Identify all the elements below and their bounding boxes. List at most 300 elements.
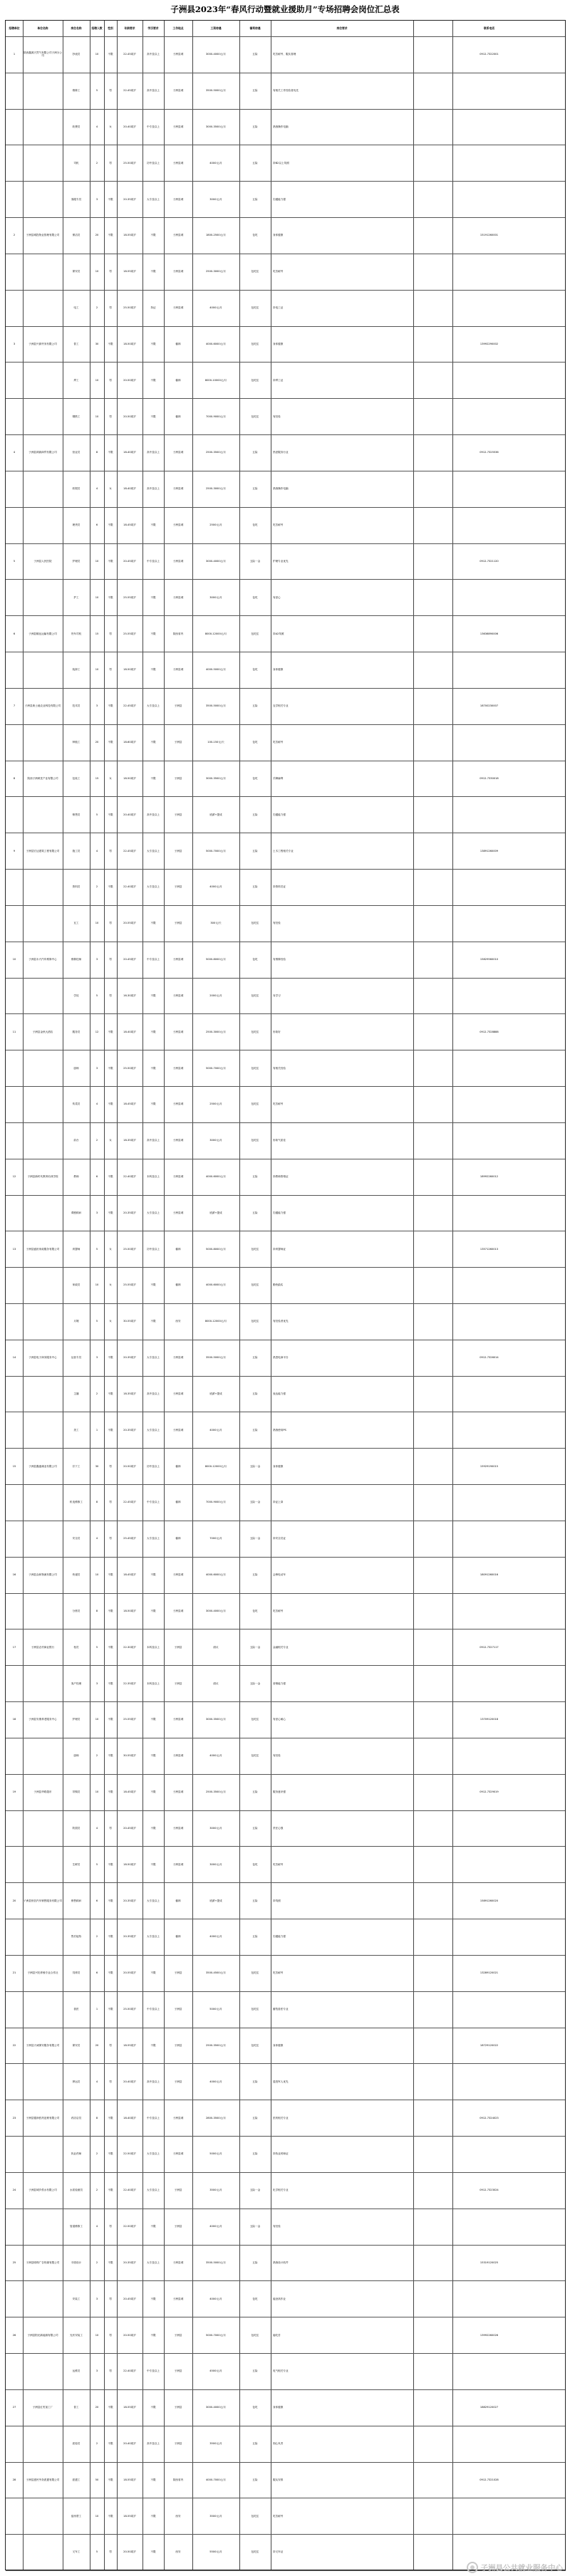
table-cell-no: 1 (13, 53, 16, 56)
table-cell-place: 子洲县城 (172, 306, 184, 310)
table-cell-welfare: 五险 (252, 53, 258, 56)
table-cell-company: 子洲县鸿源商贸有限公司 (28, 451, 57, 454)
table-cell-salary: 8000-10000元/月 (204, 378, 227, 382)
table-cell-welfare: 包吃住 (251, 1320, 259, 1323)
table-cell-req: 熟练操作电脑 (273, 125, 289, 128)
table-cell-req: 金融相关专业 (273, 1645, 289, 1649)
table-cell-req: 身体健康 (273, 234, 284, 237)
table-cell-phone (413, 1267, 565, 1303)
table-cell-count: 6 (95, 1174, 98, 1178)
table-cell-no (6, 978, 23, 1014)
table-cell-age: 20-35周岁 (123, 197, 136, 201)
table-cell-no: 18 (12, 1718, 16, 1721)
table-cell-no (6, 181, 23, 217)
table-cell-count: 10 (95, 668, 99, 672)
table-cell-company (23, 181, 63, 217)
table-cell-phone (413, 1050, 565, 1086)
table-cell-phone (413, 2426, 565, 2462)
table-cell-place: 榆林 (175, 1899, 181, 1902)
table-cell-welfare: 包吃住 (251, 1718, 259, 1721)
table-cell-job: 技术员 (72, 704, 81, 708)
table-cell-welfare: 五险 (252, 1174, 258, 1178)
table-cell-sex: 不限 (108, 2441, 113, 2445)
table-cell-count: 3 (95, 2369, 98, 2373)
table-cell-welfare: 包吃住 (251, 1971, 259, 1975)
table-cell-req: 能登高作业 (273, 2297, 286, 2300)
table-cell-count: 3 (95, 958, 98, 961)
table-cell-age: 18-55周岁 (123, 234, 136, 237)
table-cell-place: 榆林 (175, 1935, 181, 1939)
table-cell-sex: 女 (109, 1139, 112, 1142)
table-cell-sex: 男 (109, 2333, 112, 2337)
table-cell-age: 25-50周岁 (123, 306, 136, 310)
table-cell-job: 分拣员 (72, 1609, 81, 1612)
table-cell-age: 30-55周岁 (123, 1320, 136, 1323)
table-cell-salary: 2500-3000元/月 (206, 1030, 226, 1033)
table-cell-no: 16 (12, 1573, 16, 1577)
table-cell-phone: 0912-7323024 (480, 2189, 499, 2192)
table-cell-no (6, 1195, 23, 1231)
table-cell-welfare: 五险 (252, 2369, 258, 2373)
table-cell-age: 18-55周岁 (123, 2514, 136, 2518)
table-cell-job: 保洁员 (72, 234, 81, 237)
table-cell-age: 22-45周岁 (123, 704, 136, 708)
table-cell-req: 吃苦耐劳 (273, 1862, 284, 1866)
table-cell-place: 子洲县城 (172, 53, 184, 56)
table-cell-company: 子洲县安康养老服务中心 (28, 1718, 57, 1721)
table-cell-welfare: 包吃住 (251, 2514, 259, 2518)
table-cell-edu: 初中及以上 (147, 161, 160, 165)
table-cell-salary: 底薪+提成 (209, 1899, 222, 1902)
table-cell-edu: 本科及以上 (147, 1681, 160, 1685)
table-cell-age: 18-60周岁 (123, 741, 136, 744)
table-cell-salary: 8000-12000元/月 (204, 632, 227, 635)
table-cell-job: 安全员 (72, 1537, 81, 1540)
table-cell-req: 有爱心 (273, 595, 281, 599)
table-cell-edu: 持证 (150, 306, 156, 310)
table-cell-phone (413, 1376, 565, 1412)
table-cell-no (6, 2353, 23, 2389)
table-cell-count: 4 (95, 849, 98, 852)
table-cell-welfare: 五险 (252, 2152, 258, 2156)
table-cell-place: 陕西省内 (172, 632, 184, 635)
table-cell-salary: 4000元/月 (209, 2297, 222, 2300)
table-cell-count: 6 (95, 523, 98, 527)
table-cell-phone: 13709120018 (480, 1718, 499, 1721)
table-cell-sex: 男 (109, 306, 112, 310)
table-cell-edu: 高中及以上 (147, 2441, 160, 2445)
table-cell-welfare: 五险 (252, 885, 258, 889)
table-cell-job: 快递员 (72, 1573, 81, 1577)
table-cell-count: 2 (95, 2260, 98, 2264)
table-cell-job: 司机 (73, 161, 79, 165)
table-cell-place: 子洲县城 (172, 2297, 184, 2300)
table-cell-req: 身体健康 (273, 2043, 284, 2047)
table-cell-count: 2 (95, 885, 98, 889)
table-cell-place: 西安 (175, 1320, 181, 1323)
table-cell-place: 子洲县 (174, 2080, 182, 2083)
table-cell-age: 20-40周岁 (123, 125, 136, 128)
table-cell-count: 5 (95, 1320, 98, 1323)
table-cell-age: 20-45周岁 (123, 559, 136, 563)
table-cell-count: 4 (95, 487, 98, 491)
table-cell-place: 陕西省内 (172, 2478, 184, 2481)
table-cell-sex: 男 (109, 958, 112, 961)
table-cell-req: 有维修经验 (273, 958, 286, 961)
table-cell-phone: 0912-7330018 (480, 776, 499, 780)
table-cell-edu: 不限 (150, 741, 156, 744)
table-cell-job: 收费员 (72, 125, 81, 128)
table-cell-welfare: 五险一金 (249, 559, 261, 563)
table-cell-place: 子洲县 (174, 1681, 182, 1685)
table-cell-place: 子洲县 (174, 813, 182, 816)
table-cell-edu: 初中及以上 (147, 1464, 160, 1468)
table-cell-welfare: 五险 (252, 2080, 258, 2083)
table-cell-no (6, 1665, 23, 1701)
table-cell-age: 22-40周岁 (123, 2369, 136, 2373)
table-cell-salary: 5000元/月 (209, 2152, 222, 2156)
table-cell-age: 22-40周岁 (123, 885, 136, 889)
table-cell-count: 5 (95, 813, 98, 816)
table-cell-count: 6 (95, 1971, 98, 1975)
table-cell-company (23, 1521, 63, 1557)
table-cell-edu: 不限 (150, 234, 156, 237)
table-cell-sex: 女 (109, 487, 112, 491)
table-cell-age: 20-50周岁 (123, 378, 136, 382)
table-cell-req: 身体健康 (273, 342, 284, 345)
table-cell-age: 18-40周岁 (123, 451, 136, 454)
table-cell-phone (413, 73, 565, 109)
table-cell-no (6, 1521, 23, 1557)
table-cell-sex: 女 (109, 1247, 112, 1251)
table-cell-company (23, 2498, 63, 2534)
table-cell-place: 子洲县 (174, 741, 182, 744)
table-cell-age: 18-45周岁 (123, 1102, 136, 1106)
table-cell-req: 沟通能力强 (273, 1211, 286, 1214)
table-cell-phone: 0912-7322001 (480, 53, 499, 56)
table-cell-welfare: 五险 (252, 487, 258, 491)
table-cell-company (23, 254, 63, 290)
table-cell-edu: 不限 (150, 523, 156, 527)
table-cell-age: 20-35周岁 (123, 1356, 136, 1360)
table-cell-req: 持安全员证 (273, 1537, 286, 1540)
table-cell-no (6, 1267, 23, 1303)
table-cell-company: 子洲县兴旺养殖专业合作社 (27, 1971, 58, 1975)
table-cell-edu: 大专及以上 (147, 849, 160, 852)
table-cell-place: 子洲县 (174, 1645, 182, 1649)
table-cell-edu: 大专及以上 (147, 2260, 160, 2264)
table-cell-no (6, 2280, 23, 2317)
table-cell-phone (413, 2063, 565, 2100)
table-cell-edu: 本科及以上 (147, 1174, 160, 1178)
table-cell-job: 护理员 (72, 1718, 81, 1721)
table-cell-req: 吃苦耐劳 (273, 270, 284, 273)
table-cell-company: 子洲县城投物业管理有限公司 (26, 234, 60, 237)
table-cell-welfare: 包吃 (252, 523, 258, 527)
table-cell-company (23, 1122, 63, 1159)
table-cell-age: 22-50周岁 (123, 2225, 136, 2228)
table-cell-sex: 不限 (108, 53, 113, 56)
table-cell-place: 子洲县城 (172, 1826, 184, 1830)
table-cell-company (23, 145, 63, 181)
table-cell-company: 子洲县恒信汽车销售服务有限公司 (24, 1899, 62, 1902)
table-cell-sex: 不限 (108, 1066, 113, 1070)
table-cell-welfare: 五险一金 (249, 1645, 261, 1649)
table-cell-count: 10 (95, 2333, 99, 2337)
table-cell-welfare: 五险 (252, 1392, 258, 1395)
table-cell-sex: 女 (109, 776, 112, 780)
table-cell-sex: 不限 (108, 2406, 113, 2409)
table-cell-no: 25 (12, 2260, 16, 2264)
table-cell-welfare: 包吃 (252, 776, 258, 780)
table-cell-phone: 18992260012 (480, 1174, 499, 1178)
table-cell-age: 16-30周岁 (123, 994, 136, 997)
table-cell-count: 10 (95, 1790, 99, 1794)
table-cell-no (6, 1919, 23, 1955)
table-cell-company (23, 796, 63, 833)
table-cell-job: 维修技师 (71, 958, 82, 961)
table-cell-phone: 0912-7325536 (480, 451, 499, 454)
table-cell-sex: 不限 (108, 595, 113, 599)
table-cell-welfare: 五险 (252, 813, 258, 816)
table-cell-company (23, 362, 63, 398)
table-cell-job: 钢筋工 (72, 414, 81, 418)
table-cell-salary: 4000元/月 (209, 2080, 222, 2083)
table-cell-company (23, 1412, 63, 1448)
table-cell-edu: 不限 (150, 1066, 156, 1070)
table-cell-place: 子洲县 (174, 776, 182, 780)
table-cell-req: 农学相关专业 (273, 704, 289, 708)
table-cell-age: 20-45周岁 (123, 958, 136, 961)
table-cell-sex: 不限 (108, 1174, 113, 1178)
table-cell-phone (413, 471, 565, 507)
table-cell-edu: 不限 (150, 776, 156, 780)
column-header: 性别 (108, 26, 113, 30)
table-cell-salary: 4000-6000元/月 (206, 342, 226, 345)
table-cell-sex: 不限 (108, 1392, 113, 1395)
table-cell-count: 3 (95, 1211, 98, 1214)
table-cell-phone: 0912-7327117 (480, 1645, 499, 1649)
table-cell-no: 24 (12, 2189, 16, 2192)
table-cell-salary: 7000-9000元/月 (206, 1501, 226, 1504)
table-cell-company: 子洲县农村商业银行 (31, 1645, 55, 1649)
table-cell-sex: 不限 (108, 523, 113, 527)
table-cell-req: 手脚麻利 (273, 776, 284, 780)
table-cell-no (6, 2136, 23, 2172)
table-cell-no (6, 2534, 23, 2570)
table-cell-job: 传菜员 (72, 1102, 81, 1106)
table-cell-edu: 不限 (150, 1862, 156, 1866)
table-cell-no (6, 1050, 23, 1086)
table-cell-company (23, 2280, 63, 2317)
table-cell-welfare: 包吃住 (251, 306, 259, 310)
table-cell-welfare: 包吃 (252, 2406, 258, 2409)
table-cell-salary: 3500元/月 (209, 2441, 222, 2445)
table-cell-no (6, 1738, 23, 1774)
table-cell-welfare: 包吃住 (251, 2008, 259, 2011)
table-cell-count: 4 (95, 1826, 98, 1830)
table-cell-phone (413, 1484, 565, 1521)
table-cell-company: 子洲县红枣加工厂 (32, 2406, 53, 2409)
table-cell-count: 3 (95, 1356, 98, 1360)
table-cell-place: 子洲县城 (172, 523, 184, 527)
table-cell-company (23, 652, 63, 688)
table-cell-req: 有经验 (273, 922, 281, 925)
table-cell-place: 子洲县城 (172, 1862, 184, 1866)
table-cell-job: 理货员 (72, 523, 81, 527)
table-cell-place: 榆林 (175, 1464, 181, 1468)
table-cell-age: 20-55周岁 (123, 922, 136, 925)
table-cell-count: 3 (95, 704, 98, 708)
table-cell-salary: 面议 (213, 1645, 219, 1649)
table-cell-phone (413, 905, 565, 942)
table-cell-req: 身体健康 (273, 2406, 284, 2409)
table-cell-salary: 底薪+提成 (209, 813, 222, 816)
watermark-text: 子洲县公共就业服务中心 (480, 2563, 563, 2572)
table-cell-sex: 不限 (108, 1971, 113, 1975)
table-cell-count: 5 (95, 1862, 98, 1866)
table-cell-req: 吃苦耐劳 (273, 1609, 284, 1612)
table-cell-count: 2 (95, 1392, 98, 1395)
table-cell-no: 9 (13, 849, 16, 852)
table-cell-phone: 13891260009 (480, 849, 499, 852)
table-cell-count: 6 (95, 1899, 98, 1902)
table-cell-job: 导购员 (72, 1790, 81, 1794)
table-cell-req: 持焊工证 (273, 378, 284, 382)
table-cell-job: 主播 (73, 1392, 79, 1395)
table-cell-place: 子洲县城 (172, 1139, 184, 1142)
table-cell-phone (413, 145, 565, 181)
table-cell-req: 有经验 (273, 2225, 281, 2228)
table-cell-welfare: 包吃住 (251, 2043, 259, 2047)
table-cell-edu: 不限 (150, 378, 156, 382)
table-cell-job: 电工 (73, 306, 79, 310)
table-cell-no: 11 (12, 1030, 16, 1033)
table-cell-edu: 不限 (150, 1030, 156, 1033)
table-cell-age: 20-40周岁 (123, 2080, 136, 2083)
table-cell-job: 销售员 (72, 813, 81, 816)
table-cell-place: 西安 (175, 2514, 181, 2518)
table-cell-count: 5 (95, 2550, 98, 2554)
table-cell-salary: 5000-7000元/月 (206, 849, 226, 852)
table-cell-salary: 2500-3000元/月 (206, 270, 226, 273)
table-cell-company: 子洲县新时代教育培训学校 (27, 1174, 58, 1178)
table-cell-place: 子洲县城 (172, 958, 184, 961)
table-cell-age: 22-45周岁 (123, 849, 136, 852)
table-cell-job: 机电维修工 (70, 1501, 83, 1504)
table-cell-welfare: 包吃住 (251, 1030, 259, 1033)
table-cell-age: 20-45周岁 (123, 1826, 136, 1830)
table-cell-place: 子洲县城 (172, 1573, 184, 1577)
table-cell-place: 子洲县城 (172, 994, 184, 997)
table-cell-job: 保安员 (72, 2043, 81, 2047)
table-cell-place: 子洲县 (174, 885, 182, 889)
table-cell-edu: 大专及以上 (147, 1537, 160, 1540)
table-cell-count: 10 (95, 270, 99, 273)
table-cell-job: 药店店员 (71, 2116, 82, 2119)
table-cell-place: 子洲县城 (172, 451, 184, 454)
table-cell-edu: 高中及以上 (147, 53, 160, 56)
table-cell-req: 有经验 (273, 414, 281, 418)
table-cell-req: 土木工程相关专业 (273, 849, 294, 852)
table-cell-req: 表达能力强 (273, 1392, 286, 1395)
table-cell-company (23, 1050, 63, 1086)
table-cell-company (23, 2209, 63, 2245)
table-cell-no: 19 (12, 1790, 16, 1794)
table-cell-phone (413, 398, 565, 434)
table-cell-phone (413, 2136, 565, 2172)
table-cell-job: 保安员 (72, 270, 81, 273)
table-cell-phone: 13289120021 (480, 1971, 499, 1975)
table-cell-phone: 13992260026 (480, 2333, 499, 2337)
table-cell-company (23, 398, 63, 434)
table-cell-req: 熟练设计软件 (273, 2260, 289, 2264)
table-cell-edu: 大专及以上 (147, 2189, 160, 2192)
table-cell-salary: 1800-2500元/月 (206, 234, 226, 237)
table-cell-place: 子洲县城 (172, 197, 184, 201)
table-cell-company (23, 2063, 63, 2100)
table-cell-count: 3 (95, 1681, 98, 1685)
table-cell-place: 子洲县 (174, 922, 182, 925)
table-cell-place: 榆林 (175, 414, 181, 418)
table-cell-job: 维修工 (72, 89, 81, 93)
table-cell-age: 18-55周岁 (123, 2406, 136, 2409)
table-cell-place: 子洲县城 (172, 1356, 184, 1360)
table-cell-count: 5 (95, 994, 98, 997)
table-cell-phone (413, 2209, 565, 2245)
table-cell-company (23, 2534, 63, 2570)
table-cell-welfare: 包吃 (252, 958, 258, 961)
table-cell-welfare: 包吃住 (251, 994, 259, 997)
table-cell-age: 20-35周岁 (123, 1428, 136, 1432)
table-cell-count: 1 (95, 1428, 98, 1432)
watermark (467, 2560, 564, 2575)
table-cell-company: 子洲县德润医药连锁有限公司 (26, 2116, 60, 2119)
table-cell-req: 有相关工作经验者优先 (273, 89, 299, 93)
table-cell-edu: 不限 (150, 1790, 156, 1794)
table-cell-salary: 3500元/月 (209, 2514, 222, 2518)
table-cell-salary: 4000元/月 (209, 1754, 222, 1758)
table-cell-phone (413, 978, 565, 1014)
table-cell-welfare: 包吃住 (251, 378, 259, 382)
table-cell-salary: 3000-3500元/月 (206, 125, 226, 128)
table-cell-salary: 3000-3500元/月 (206, 776, 226, 780)
table-cell-salary: 4000元/月 (209, 161, 222, 165)
table-cell-edu: 不限 (150, 1754, 156, 1758)
table-cell-age: 18-55周岁 (123, 2043, 136, 2047)
table-cell-edu: 不限 (150, 1320, 156, 1323)
table-cell-sex: 不限 (108, 1211, 113, 1214)
column-header: 单位名称 (37, 26, 48, 30)
table-cell-req: 吃苦耐劳 (273, 1102, 284, 1106)
table-cell-salary: 4000-5000元/月 (206, 668, 226, 672)
table-cell-no: 21 (12, 1971, 16, 1975)
table-cell-sex: 不限 (108, 885, 113, 889)
table-cell-place: 子洲县城 (172, 2152, 184, 2156)
table-cell-count: 20 (95, 2043, 99, 2047)
table-cell-job: 执业药师 (71, 2152, 82, 2156)
table-cell-welfare: 五险 (252, 2260, 258, 2264)
table-cell-sex: 不限 (108, 1718, 113, 1721)
table-cell-phone (413, 507, 565, 543)
table-cell-salary: 4000-6000元/月 (206, 1174, 226, 1178)
table-cell-req: 勤快踏实 (273, 1283, 284, 1287)
table-cell-company (23, 2426, 63, 2462)
table-cell-edu: 不限 (150, 1573, 156, 1577)
table-cell-count: 8 (95, 451, 98, 454)
table-cell-welfare: 包吃住 (251, 414, 259, 418)
table-cell-sex: 不限 (108, 2514, 113, 2518)
